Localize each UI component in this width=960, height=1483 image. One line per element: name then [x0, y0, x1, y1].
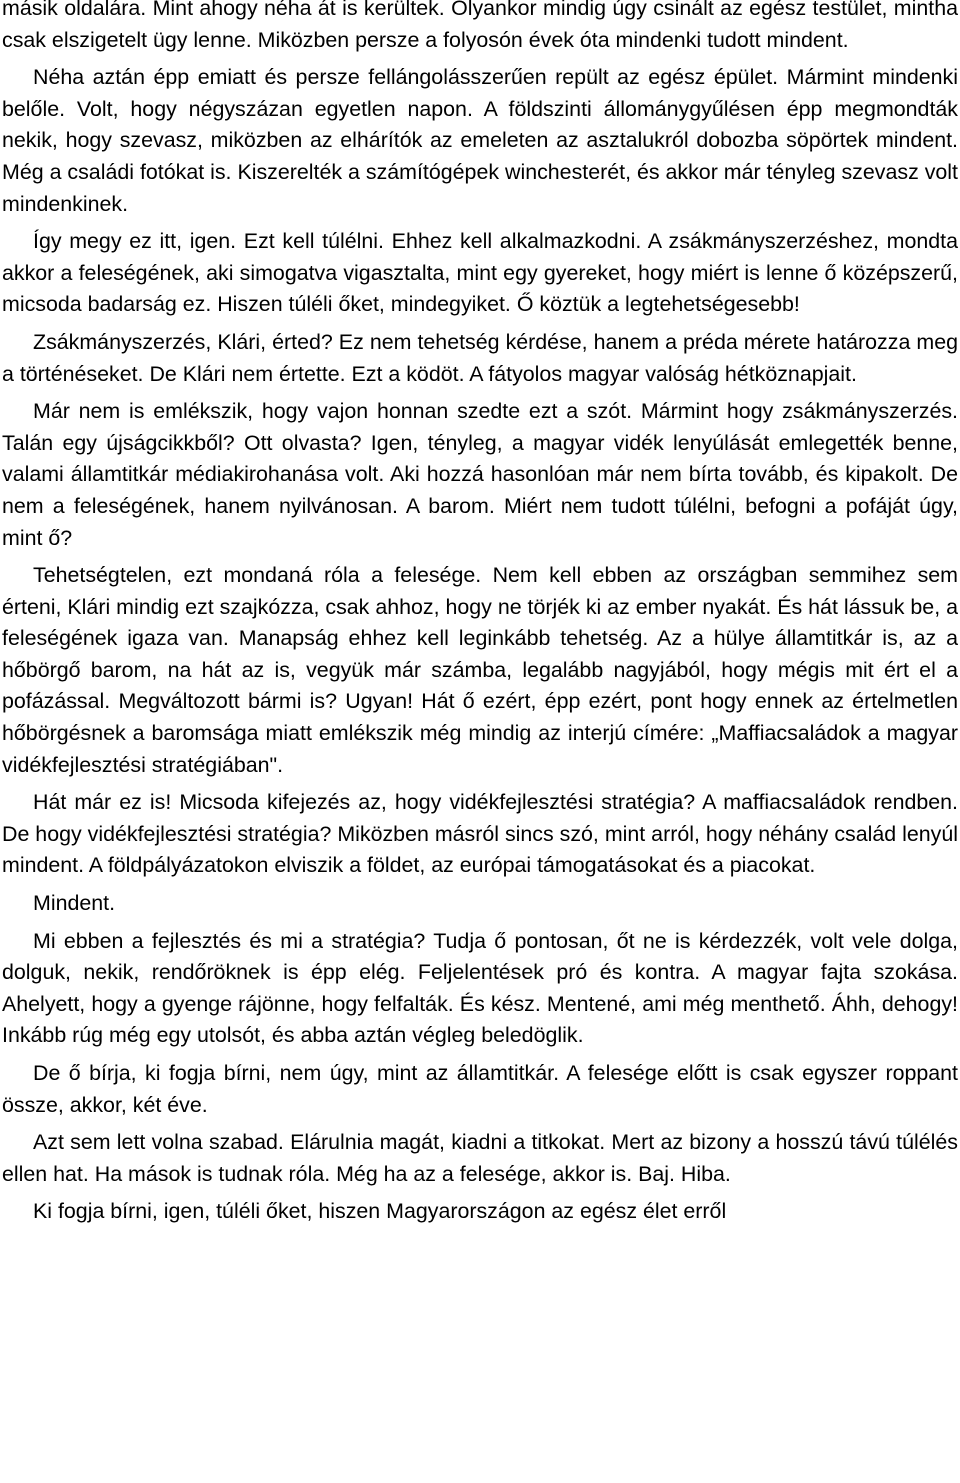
paragraph: Így megy ez itt, igen. Ezt kell túlélni. Ehhez kell alkalmazkodni. A zsákmányszerzéshez, mondta akkor a feleségének, aki simogatva vigasztalta, mint egy gyereket, hogy miért is lenne ő középszerű, micsoda badarság ez. Hiszen túléli őket, mindegyiket. Ő köztük a legtehetségesebb! [2, 229, 958, 317]
paragraph: Már nem is emlékszik, hogy vajon honnan szedte ezt a szót. Mármint hogy zsákmányszerzés. Talán egy újságcikkből? Ott olvasta? Igen, tényleg, a magyar vidék lenyúlását emlegették benne, valami államtitkár médiakirohanása volt. Aki hozzá hasonlóan már nem bírta tovább, és kipakolt. De nem a feleségének, hanem nyilvánosan. A barom. Miért nem tudott túlélni, befogni a pofáját úgy, mint ő? [2, 399, 958, 550]
paragraph: Ki fogja bírni, igen, túléli őket, hiszen Magyarországon az egész élet erről [33, 1199, 727, 1224]
paragraph: Azt sem lett volna szabad. Elárulnia magát, kiadni a titkokat. Mert az bizony a hosszú távú túlélés ellen hat. Ha mások is tudnak róla. Még ha az a felesége, akkor is. Baj. Hiba. [2, 1130, 958, 1186]
document-body [2, 0, 958, 1234]
paragraph: másik oldalára. Mint ahogy néha át is kerültek. Olyankor mindig úgy csinált az egész testület, mintha csak elszigetelt ügy lenne. Miközben persze a folyosón évek óta mindenki tudott mindent. [2, 0, 958, 52]
paragraph: Zsákmányszerzés, Klári, érted? Ez nem tehetség kérdése, hanem a préda mérete határozza meg a történéseket. De Klári nem értette. Ezt a ködöt. A fátyolos magyar valóság hétköznapjait. [2, 329, 958, 386]
paragraph: Néha aztán épp emiatt és persze fellángolásszerűen repült az egész épület. Mármint mindenki belőle. Volt, hogy négyszázan egyetlen napon. A földszinti állománygyűlésen épp megmondták nekik, hogy szevasz, miközben az elhárítók az emeleten az asztalukról dobozba söpörtek mindent. Még a családi fotókat is. Kiszerelték a számítógépek winchesterét, és akkor már tényleg szevasz volt mindenkinek. [2, 65, 958, 216]
paragraph: Tehetségtelen, ezt mondaná róla a felesége. Nem kell ebben az országban semmihez sem érteni, Klári mindig ezt szajkózza, csak ahhoz, hogy ne törjék ki az ember nyakát. És hát lássuk be, a feleségének igaza van. Manapság ehhez kell leginkább tehetség. Az a hülye államtitkár is, az a hőbörgő barom, na hát az is, vegyük már számba, legalább nagyjából, hogy mégis mit ért el a pofázással. Megváltozott bármi is? Ugyan! Hát ő ezért, épp ezért, pont hogy ennek az értelmetlen hőbörgésnek a baromsága miatt emlékszik még mindig az interjú címére: „Maffiacsaládok a magyar vidékfejlesztési stratégiában". [2, 563, 958, 777]
paragraph: Hát már ez is! Micsoda kifejezés az, hogy vidékfejlesztési stratégia? A maffiacsaládok rendben. De hogy vidékfejlesztési stratégia? Miközben másról sincs szó, mint arról, hogy néhány család lenyúl mindent. A földpályázatokon elviszik a földet, az európai támogatásokat és a piacokat. [2, 790, 958, 878]
paragraph: De ő bírja, ki fogja bírni, nem úgy, mint az államtitkár. A felesége előtt is csak egyszer roppant össze, akkor, két éve. [2, 1061, 958, 1117]
paragraph: Mindent. [33, 891, 116, 916]
paragraph: Mi ebben a fejlesztés és mi a stratégia? Tudja ő pontosan, őt ne is kérdezzék, volt vele dolga, dolguk, nekik, rendőröknek is épp elég. Feljelentések pró és kontra. A magyar fajta szokása. Ahelyett, hogy a gyenge rájönne, hogy felfalták. És kész. Mentené, ami még menthető. Áhh, dehogy! Inkább rúg még egy utolsót, és abba aztán végleg beledöglik. [2, 928, 958, 1048]
